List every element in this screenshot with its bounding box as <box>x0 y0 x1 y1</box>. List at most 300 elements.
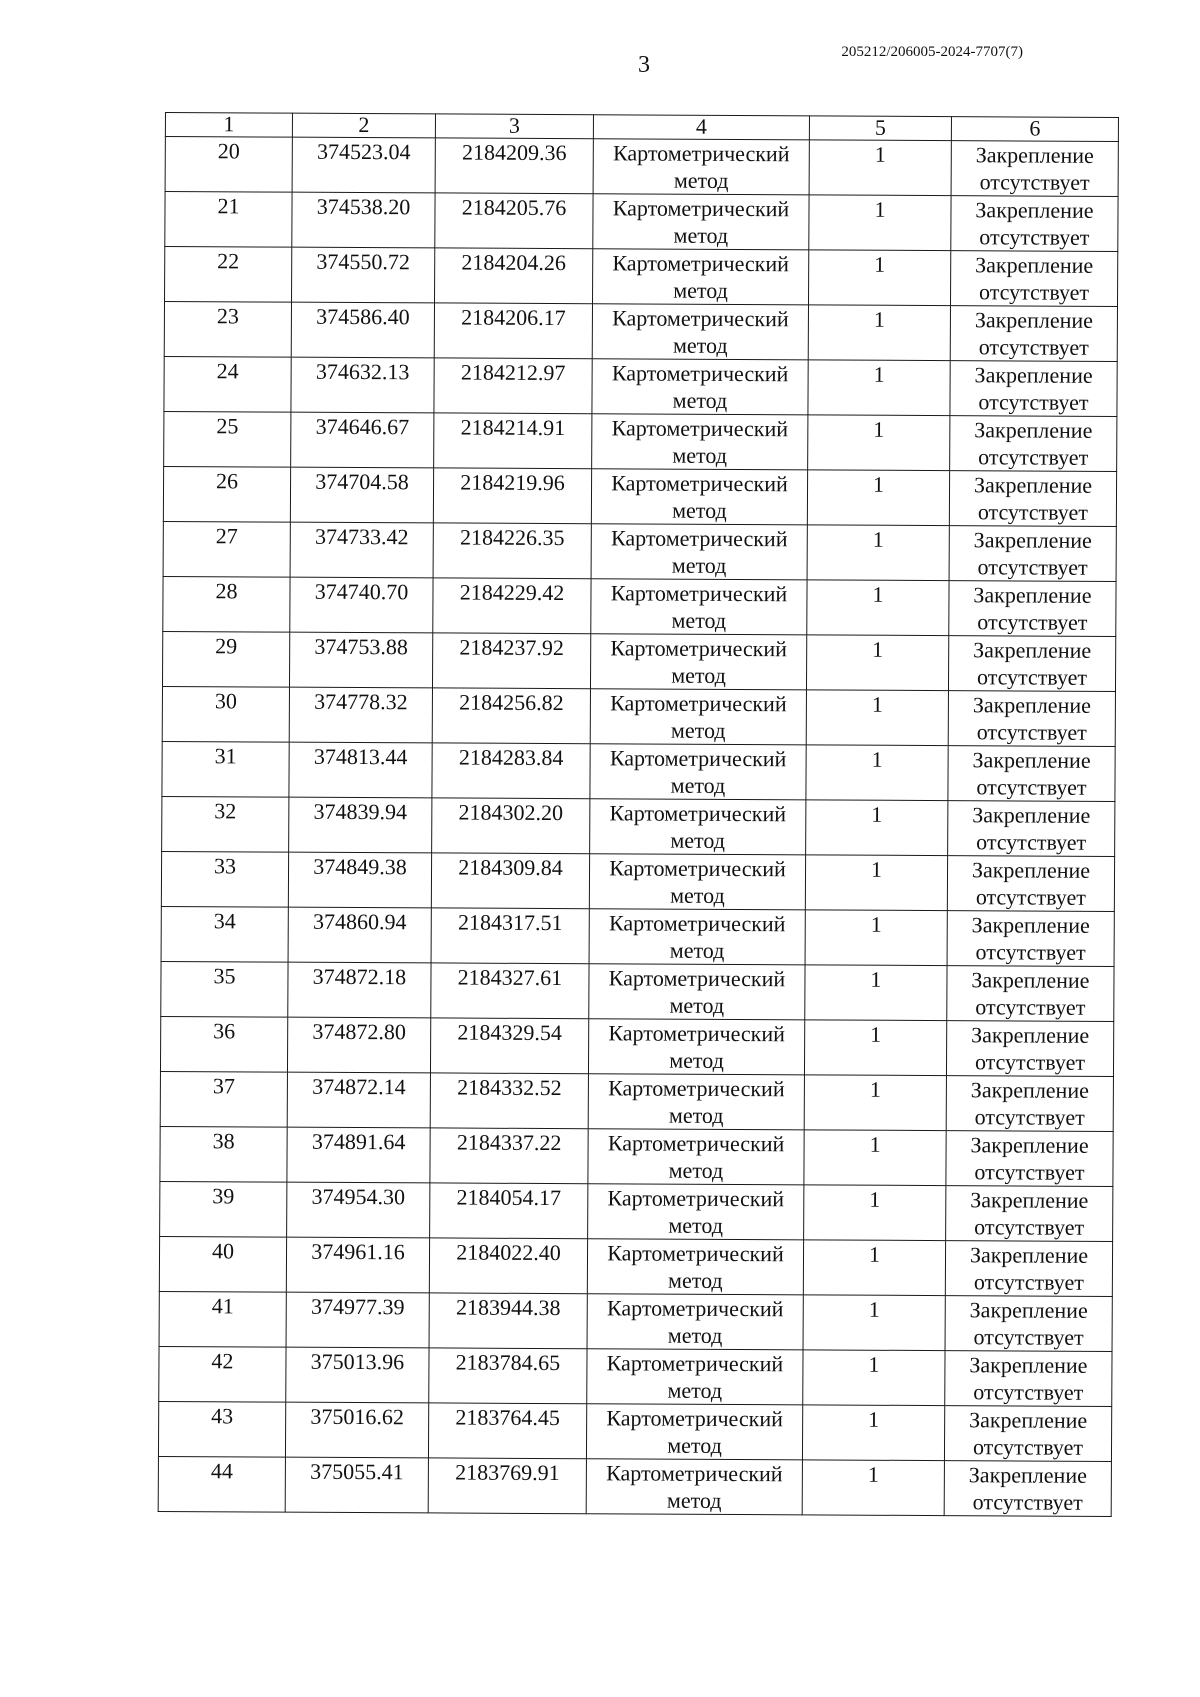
table-row <box>158 1401 1111 1461</box>
fixing-cell <box>948 691 1115 747</box>
method-line-1: Картометрический <box>606 1460 783 1487</box>
point-number-cell <box>161 851 288 907</box>
x-coordinate-cell <box>290 467 433 523</box>
fixing-cell <box>950 361 1117 417</box>
accuracy-value: 1 <box>872 636 884 662</box>
method-line-1: Картометрический <box>606 1405 783 1432</box>
table-row <box>163 576 1116 636</box>
accuracy-value: 1 <box>873 416 885 442</box>
point-number: 22 <box>217 248 240 274</box>
x-coordinate-cell <box>286 1292 429 1348</box>
method-cell <box>593 194 809 250</box>
y-coordinate: 2184329.54 <box>457 1019 563 1046</box>
x-coordinate: 374872.18 <box>312 963 407 990</box>
point-number-cell <box>163 576 290 632</box>
accuracy-cell <box>803 1240 945 1296</box>
fixing-line-2: отсутствует <box>978 279 1090 305</box>
fixing-cell <box>945 1241 1112 1297</box>
table-row <box>161 961 1114 1021</box>
fixing-cell <box>950 251 1117 307</box>
method-line-1: Картометрический <box>610 635 787 662</box>
accuracy-cell <box>808 415 950 471</box>
y-coordinate: 2184309.84 <box>458 854 563 881</box>
fixing-cell <box>947 911 1114 967</box>
fixing-line-1: Закрепление <box>971 1022 1090 1048</box>
method-cell <box>592 414 808 470</box>
accuracy-cell <box>808 360 950 416</box>
fixing-cell <box>944 1406 1111 1462</box>
point-number-cell <box>164 302 291 358</box>
method-cell <box>593 139 809 195</box>
fixing-line-2: отсутствует <box>975 939 1086 965</box>
fixing-line-2: отсутствует <box>977 554 1088 580</box>
point-number-cell <box>159 1236 286 1292</box>
method-line-1: Картометрический <box>610 580 788 607</box>
method-line-1: Картометрический <box>608 910 786 937</box>
point-number-cell <box>159 1291 286 1347</box>
method-line-2: метод <box>668 1157 724 1183</box>
accuracy-value: 1 <box>867 1461 879 1487</box>
y-coordinate: 2184206.17 <box>461 304 566 331</box>
method-line-1: Картометрический <box>610 525 788 552</box>
accuracy-cell <box>804 1075 946 1131</box>
x-coordinate-cell <box>291 357 434 413</box>
table-row <box>160 1016 1113 1076</box>
point-number-cell <box>160 1181 287 1237</box>
x-coordinate-cell <box>292 192 435 248</box>
accuracy-cell <box>805 855 947 911</box>
point-number: 29 <box>215 633 238 659</box>
table-row <box>159 1236 1112 1296</box>
y-coordinate-cell <box>435 248 593 304</box>
fixing-line-2: отсутствует <box>978 334 1089 360</box>
fixing-line-1: Закрепление <box>973 637 1092 663</box>
y-coordinate-cell <box>432 798 590 854</box>
x-coordinate: 375016.62 <box>310 1403 404 1430</box>
point-number-cell <box>161 906 288 962</box>
point-number: 30 <box>214 688 237 714</box>
fixing-line-1: Закрепление <box>970 1187 1089 1213</box>
y-coordinate: 2184237.92 <box>459 634 565 661</box>
x-coordinate: 374523.04 <box>316 138 411 165</box>
accuracy-cell <box>803 1295 945 1351</box>
method-line-1: Картометрический <box>612 250 790 277</box>
method-cell <box>587 1349 803 1405</box>
accuracy-value: 1 <box>874 251 886 277</box>
fixing-line-1: Закрепление <box>975 197 1094 223</box>
y-coordinate-cell <box>432 743 590 799</box>
fixing-line-2: отсутствует <box>975 884 1086 910</box>
method-cell <box>591 469 807 525</box>
y-coordinate: 2184226.35 <box>459 524 565 551</box>
x-coordinate-cell <box>289 687 432 743</box>
x-coordinate: 374646.67 <box>315 413 410 440</box>
table-row <box>162 686 1115 746</box>
method-line-2: метод <box>673 277 728 303</box>
method-line-2: метод <box>667 1322 723 1348</box>
fixing-cell <box>949 581 1116 637</box>
accuracy-cell <box>805 910 947 966</box>
y-coordinate-cell <box>430 1073 588 1129</box>
accuracy-value: 1 <box>872 581 884 607</box>
method-line-2: метод <box>668 1267 723 1293</box>
accuracy-cell <box>802 1460 944 1516</box>
point-number-cell <box>163 466 290 522</box>
method-line-1: Картометрический <box>611 415 789 442</box>
x-coordinate-cell <box>285 1402 428 1458</box>
fixing-line-2: отсутствует <box>979 169 1090 195</box>
y-coordinate-cell <box>435 138 593 194</box>
y-coordinate: 2183784.65 <box>455 1349 561 1376</box>
y-coordinate-cell <box>433 578 591 634</box>
method-line-1: Картометрический <box>606 1350 784 1377</box>
y-coordinate-cell <box>430 1018 588 1074</box>
y-coordinate: 2184332.52 <box>457 1074 562 1101</box>
fixing-cell <box>947 966 1114 1022</box>
x-coordinate-cell <box>287 1182 430 1238</box>
y-coordinate-cell <box>432 633 590 689</box>
fixing-line-2: отсутствует <box>977 609 1088 635</box>
fixing-line-2: отсутствует <box>973 1379 1084 1405</box>
accuracy-cell <box>803 1350 945 1406</box>
accuracy-value: 1 <box>874 196 886 222</box>
method-line-2: метод <box>669 1047 724 1073</box>
point-number-cell <box>158 1401 285 1457</box>
method-line-1: Картометрический <box>612 195 790 222</box>
accuracy-cell <box>804 1130 946 1186</box>
y-coordinate-cell <box>434 413 592 469</box>
y-coordinate: 2184205.76 <box>461 194 567 221</box>
y-coordinate: 2184214.91 <box>460 414 566 441</box>
method-line-1: Картометрический <box>609 745 787 772</box>
fixing-line-1: Закрепление <box>968 1462 1087 1488</box>
fixing-line-1: Закрепление <box>969 1242 1089 1268</box>
x-coordinate: 374813.44 <box>313 743 408 770</box>
fixing-line-1: Закрепление <box>974 362 1093 388</box>
method-line-1: Картометрический <box>608 1020 785 1047</box>
point-number: 44 <box>210 1458 233 1484</box>
x-coordinate: 374977.39 <box>310 1293 405 1320</box>
method-line-1: Картометрический <box>609 800 787 827</box>
fixing-line-1: Закрепление <box>971 912 1090 938</box>
x-coordinate: 374704.58 <box>315 468 409 495</box>
method-line-1: Картометрический <box>609 855 786 882</box>
accuracy-cell <box>808 305 950 361</box>
fixing-cell <box>950 416 1117 472</box>
point-number-cell <box>164 411 291 467</box>
fixing-line-1: Закрепление <box>972 747 1091 773</box>
fixing-line-1: Закрепление <box>971 967 1090 993</box>
method-line-2: метод <box>667 1377 723 1403</box>
accuracy-value: 1 <box>871 691 883 717</box>
method-line-1: Картометрический <box>611 470 788 497</box>
x-coordinate: 374872.14 <box>312 1073 406 1100</box>
x-coordinate: 374954.30 <box>311 1183 406 1210</box>
accuracy-value: 1 <box>874 141 886 167</box>
accuracy-value: 1 <box>869 1131 881 1157</box>
x-coordinate-cell <box>288 907 431 963</box>
accuracy-cell <box>807 525 949 581</box>
method-cell <box>590 689 806 745</box>
fixing-line-1: Закрепление <box>969 1352 1088 1378</box>
y-coordinate-cell <box>429 1238 587 1294</box>
y-coordinate: 2183944.38 <box>455 1294 561 1321</box>
y-coordinate: 2184212.97 <box>460 359 566 386</box>
table-row <box>164 302 1117 362</box>
x-coordinate-cell <box>290 577 433 633</box>
x-coordinate: 374538.20 <box>316 193 411 220</box>
table-row <box>159 1291 1112 1351</box>
table-row <box>164 411 1117 471</box>
y-coordinate: 2184317.51 <box>457 909 563 936</box>
y-coordinate-cell <box>431 853 589 909</box>
method-line-1: Картометрический <box>612 305 789 332</box>
point-number: 20 <box>217 138 240 164</box>
coordinates-table <box>158 112 1119 1517</box>
point-number: 31 <box>214 743 237 769</box>
accuracy-cell <box>804 1185 946 1241</box>
fixing-line-1: Закрепление <box>973 582 1092 608</box>
table-row <box>159 1346 1112 1406</box>
method-cell <box>590 799 806 855</box>
y-coordinate-cell <box>434 303 592 359</box>
fixing-line-2: отсутствует <box>972 1434 1084 1460</box>
x-coordinate-cell <box>289 632 432 688</box>
accuracy-value: 1 <box>872 526 884 552</box>
accuracy-value: 1 <box>868 1296 880 1322</box>
fixing-line-2: отсутствует <box>974 1159 1085 1185</box>
method-line-2: метод <box>671 552 727 578</box>
x-coordinate: 374778.32 <box>314 688 408 715</box>
method-line-1: Картометрический <box>608 1075 785 1102</box>
table-row <box>162 796 1115 856</box>
accuracy-value: 1 <box>869 1186 881 1212</box>
point-number-cell <box>162 686 289 742</box>
document-id: 205212/206005-2024-7707(7) <box>841 44 1023 60</box>
point-number: 35 <box>213 963 236 989</box>
table-row <box>164 356 1117 416</box>
fixing-line-2: отсутствует <box>974 1049 1086 1075</box>
accuracy-value: 1 <box>869 1076 881 1102</box>
method-line-2: метод <box>673 167 729 193</box>
method-cell <box>587 1239 803 1295</box>
table-row <box>165 137 1118 197</box>
x-coordinate-cell <box>288 962 431 1018</box>
x-coordinate: 374891.64 <box>311 1128 406 1155</box>
accuracy-value: 1 <box>873 361 885 387</box>
accuracy-cell <box>806 635 948 691</box>
fixing-cell <box>949 526 1116 582</box>
point-number: 41 <box>211 1293 234 1319</box>
page-number: 3 <box>638 52 650 78</box>
fixing-line-2: отсутствует <box>975 994 1086 1020</box>
fixing-line-2: отсутствует <box>976 719 1087 745</box>
method-line-2: метод <box>668 1102 724 1128</box>
method-cell <box>586 1459 802 1515</box>
fixing-line-1: Закрепление <box>973 472 1093 498</box>
y-coordinate-cell <box>429 1293 587 1349</box>
fixing-cell <box>946 1076 1113 1132</box>
accuracy-value: 1 <box>872 471 885 497</box>
y-coordinate-cell <box>435 193 593 249</box>
accuracy-value: 1 <box>870 911 882 937</box>
point-number-cell <box>160 1071 287 1127</box>
method-line-2: метод <box>670 717 726 743</box>
accuracy-cell <box>806 690 948 746</box>
y-coordinate: 2184022.40 <box>456 1239 561 1266</box>
point-number-cell <box>165 137 292 193</box>
x-coordinate: 374733.42 <box>314 523 409 550</box>
method-line-1: Картометрический <box>608 965 786 992</box>
method-line-2: метод <box>669 992 725 1018</box>
x-coordinate: 374860.94 <box>312 908 407 935</box>
fixing-cell <box>950 306 1117 362</box>
method-line-2: метод <box>670 882 725 908</box>
table-body <box>158 137 1118 1517</box>
point-number: 24 <box>216 358 239 384</box>
fixing-cell <box>951 196 1118 252</box>
x-coordinate: 374632.13 <box>315 358 410 385</box>
y-coordinate-cell <box>430 1183 588 1239</box>
fixing-cell <box>951 141 1118 197</box>
fixing-line-1: Закрепление <box>974 417 1093 443</box>
table-row <box>162 631 1115 691</box>
x-coordinate-cell <box>291 302 434 358</box>
column-header: 6 <box>951 117 1118 142</box>
method-line-2: метод <box>673 222 729 248</box>
table-row <box>163 466 1116 526</box>
x-coordinate-cell <box>287 1017 430 1073</box>
x-coordinate: 375013.96 <box>310 1348 405 1375</box>
point-number: 40 <box>211 1238 235 1264</box>
fixing-line-1: Закрепление <box>969 1297 1088 1323</box>
table-row <box>160 1071 1113 1131</box>
y-coordinate: 2184229.42 <box>459 579 565 606</box>
x-coordinate: 374849.38 <box>313 853 407 880</box>
fixing-line-2: отсутствует <box>978 389 1089 415</box>
y-coordinate-cell <box>433 523 591 579</box>
method-line-1: Картометрический <box>607 1185 785 1212</box>
accuracy-value: 1 <box>873 306 885 332</box>
method-cell <box>589 854 805 910</box>
x-coordinate: 374961.16 <box>311 1238 405 1265</box>
method-line-2: метод <box>668 1212 724 1238</box>
point-number: 43 <box>211 1403 234 1429</box>
point-number: 36 <box>213 1018 236 1044</box>
y-coordinate: 2184209.36 <box>461 139 567 166</box>
point-number-cell <box>165 247 292 303</box>
table-row <box>160 1181 1113 1241</box>
point-number: 28 <box>215 578 238 604</box>
method-line-2: метод <box>672 332 728 358</box>
accuracy-value: 1 <box>871 746 883 772</box>
table-row <box>161 906 1114 966</box>
point-number-cell <box>161 961 288 1017</box>
x-coordinate-cell <box>291 412 434 468</box>
method-line-1: Картометрический <box>612 140 790 167</box>
point-number-cell <box>165 192 292 248</box>
fixing-line-2: отсутствует <box>976 829 1087 855</box>
y-coordinate-cell <box>431 963 589 1019</box>
method-line-2: метод <box>672 497 727 523</box>
fixing-line-2: отсутствует <box>978 444 1089 470</box>
x-coordinate: 375055.41 <box>310 1458 404 1485</box>
method-line-1: Картометрический <box>610 690 787 717</box>
x-coordinate: 374550.72 <box>316 248 411 275</box>
point-number: 37 <box>212 1073 235 1099</box>
x-coordinate-cell <box>286 1237 429 1293</box>
fixing-line-1: Закрепление <box>975 142 1094 168</box>
point-number: 38 <box>212 1128 235 1154</box>
fixing-line-2: отсутствует <box>972 1489 1083 1515</box>
x-coordinate-cell <box>290 522 433 578</box>
accuracy-value: 1 <box>868 1406 880 1432</box>
method-line-2: метод <box>671 662 726 688</box>
y-coordinate: 2184337.22 <box>456 1129 562 1156</box>
y-coordinate-cell <box>431 908 589 964</box>
x-coordinate: 374740.70 <box>314 578 409 605</box>
x-coordinate-cell <box>289 797 432 853</box>
accuracy-cell <box>807 470 949 526</box>
method-cell <box>588 1074 804 1130</box>
fixing-cell <box>949 471 1116 527</box>
point-number-cell <box>162 741 289 797</box>
x-coordinate-cell <box>292 247 435 303</box>
column-header: 1 <box>165 113 292 138</box>
point-number: 25 <box>216 413 239 439</box>
accuracy-cell <box>804 1020 946 1076</box>
accuracy-value: 1 <box>870 856 883 882</box>
fixing-line-1: Закрепление <box>971 857 1091 883</box>
point-number-cell <box>159 1346 286 1402</box>
x-coordinate-cell <box>285 1457 428 1513</box>
fixing-line-1: Закрепление <box>975 252 1094 278</box>
table-row <box>165 192 1118 252</box>
method-cell <box>586 1404 802 1460</box>
y-coordinate-cell <box>429 1348 587 1404</box>
y-coordinate-cell <box>428 1458 586 1514</box>
y-coordinate: 2184219.96 <box>460 469 565 496</box>
fixing-line-2: отсутствует <box>974 1214 1085 1240</box>
y-coordinate: 2184256.82 <box>459 689 564 716</box>
x-coordinate-cell <box>292 137 435 193</box>
method-cell <box>590 744 806 800</box>
fixing-cell <box>948 746 1115 802</box>
y-coordinate: 2184327.61 <box>457 964 563 991</box>
accuracy-cell <box>805 965 947 1021</box>
fixing-line-1: Закрепление <box>973 527 1092 553</box>
table-row <box>163 521 1116 581</box>
method-cell <box>593 249 809 305</box>
table-row <box>162 741 1115 801</box>
table-row <box>158 1456 1111 1516</box>
point-number-cell <box>162 631 289 687</box>
fixing-line-2: отсутствует <box>973 1324 1084 1350</box>
method-line-1: Картометрический <box>607 1240 784 1267</box>
accuracy-cell <box>809 140 951 196</box>
fixing-line-2: отсутствует <box>974 1104 1085 1130</box>
point-number-cell <box>160 1126 287 1182</box>
x-coordinate-cell <box>287 1072 430 1128</box>
method-line-2: метод <box>672 387 728 413</box>
x-coordinate-cell <box>286 1347 429 1403</box>
method-cell <box>591 524 807 580</box>
point-number: 34 <box>213 908 236 934</box>
fixing-line-2: отсутствует <box>976 664 1088 690</box>
method-cell <box>592 304 808 360</box>
point-number: 39 <box>212 1183 235 1209</box>
fixing-cell <box>945 1296 1112 1352</box>
